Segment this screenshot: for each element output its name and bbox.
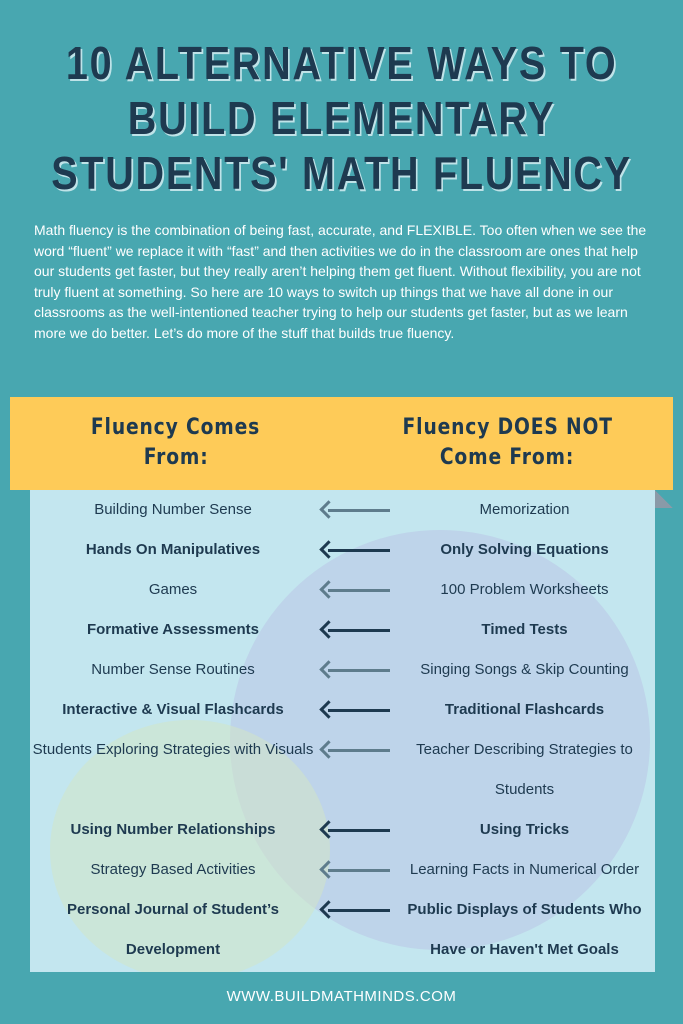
website-footer: WWW.BUILDMATHMINDS.COM [226, 988, 457, 1005]
intro-paragraph: Math fluency is the combination of being fast, accurate, and FLEXIBLE. Too often when we see the word “fluent” we replace it with “fast” and then activities we do in the classroom are ones that help our students get faster, but they really aren’t helping them get fluent. Without flexibility, you are not truly fluent at something. So here are 10 ways to switch up things that we have all done in our classrooms as the well-intentioned teacher trying to help our students get faster, but as we learn more we do better. Let’s do more of the stuff that builds true fluency. [34, 222, 647, 341]
comparison-row [30, 810, 655, 850]
comparison-row [30, 530, 655, 570]
arrow-left-icon [320, 570, 390, 610]
column-headers-banner [10, 397, 673, 490]
arrow-left-icon [320, 490, 390, 530]
not-fluency-builder: Public Displays of Students Who Have or Haven't Met Goals [407, 901, 642, 958]
page-title [0, 36, 683, 201]
not-fluency-builder: Teacher Describing Strategies to Students [416, 741, 633, 798]
comparison-row [30, 730, 655, 810]
fluency-builder: Interactive & Visual Flashcards [62, 701, 284, 718]
fluency-builder: Building Number Sense [94, 501, 252, 518]
arrow-left-icon [320, 850, 390, 890]
arrow-left-icon [320, 610, 390, 650]
arrow-left-icon [320, 890, 390, 930]
title-line [0, 91, 683, 146]
header-fluency-does-not-come-from [342, 397, 674, 490]
fluency-builder: Games [148, 581, 198, 598]
arrow-left-icon [320, 690, 390, 730]
comparison-row [30, 570, 655, 610]
title-line [0, 36, 683, 91]
comparison-row [30, 650, 655, 690]
not-fluency-builder: Memorization [479, 501, 570, 518]
header-line: Fluency DOES NOT [402, 415, 613, 440]
arrow-left-icon [320, 810, 390, 850]
header-line: Come From: [440, 445, 575, 470]
comparison-row [30, 890, 655, 970]
fluency-builder: Number Sense Routines [91, 661, 255, 678]
not-fluency-builder: 100 Problem Worksheets [440, 581, 609, 598]
title-line [0, 146, 683, 201]
not-fluency-builder: Traditional Flashcards [444, 701, 605, 718]
comparison-row [30, 850, 655, 890]
not-fluency-builder: Singing Songs & Skip Counting [420, 661, 629, 678]
not-fluency-builder: Timed Tests [481, 621, 568, 638]
comparison-panel [30, 490, 655, 972]
header-line: From: [143, 445, 209, 470]
header-line: Fluency Comes [91, 415, 261, 440]
header-fluency-comes-from [10, 397, 342, 490]
title-text: STUDENTS' MATH FLUENCY [51, 147, 632, 199]
comparison-row [30, 690, 655, 730]
title-text: 10 ALTERNATIVE WAYS TO [65, 37, 618, 89]
arrow-left-icon [320, 730, 390, 770]
comparison-row [30, 610, 655, 650]
title-text: BUILD ELEMENTARY [127, 92, 556, 144]
not-fluency-builder: Learning Facts in Numerical Order [409, 861, 640, 878]
fluency-builder: Formative Assessments [86, 621, 260, 638]
fluency-builder: Students Exploring Strategies with Visuals [32, 741, 314, 758]
not-fluency-builder: Using Tricks [479, 821, 570, 838]
banner-fold [655, 490, 673, 508]
arrow-left-icon [320, 650, 390, 690]
fluency-builder: Using Number Relationships [70, 821, 276, 838]
arrow-left-icon [320, 530, 390, 570]
fluency-builder: Strategy Based Activities [90, 861, 256, 878]
comparison-list [30, 490, 655, 970]
not-fluency-builder: Only Solving Equations [440, 541, 609, 558]
fluency-builder: Personal Journal of Student’s Development [67, 901, 279, 958]
fluency-builder: Hands On Manipulatives [85, 541, 261, 558]
comparison-row [30, 490, 655, 530]
